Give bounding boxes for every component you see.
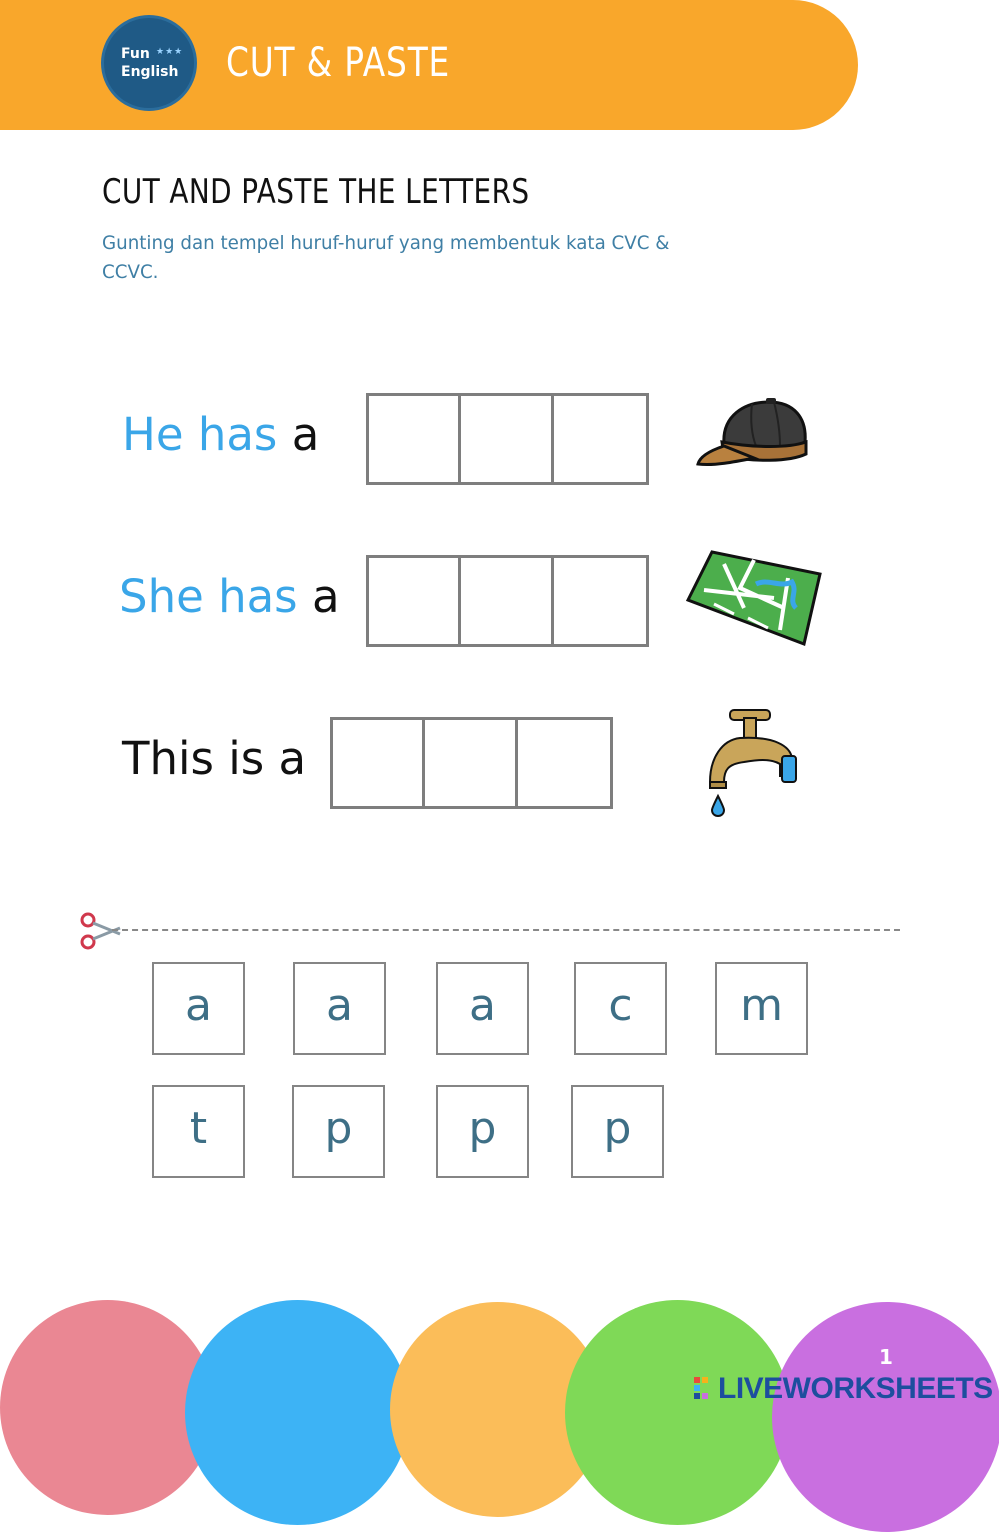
footer-blob-purple [772,1302,999,1532]
answer-box[interactable] [518,720,610,806]
letter-tile[interactable]: p [571,1085,664,1178]
logo-line2: English [121,64,179,80]
liveworksheets-logo [694,1372,993,1406]
answer-box[interactable] [369,396,461,482]
sentence-1-article: a [291,408,320,461]
sentence-1-lead: He has [122,408,278,461]
sentence-3-article: a [278,732,307,785]
cut-line [112,929,900,931]
letter-tile[interactable]: p [292,1085,385,1178]
sentence-1 [122,408,319,461]
letter-tile[interactable]: a [293,962,386,1055]
instructions: Gunting dan tempel huruf-huruf yang membentuk kata CVC & CCVC. [102,232,670,283]
answer-box[interactable] [461,396,553,482]
letter-tile[interactable]: c [574,962,667,1055]
liveworksheets-brand: LIVEWORKSHEETS [718,1372,993,1405]
logo-line1: Fun [121,46,150,62]
map-icon [684,548,824,648]
scissors-icon [78,912,122,950]
answer-box[interactable] [461,558,553,644]
letter-tile[interactable]: p [436,1085,529,1178]
answer-box[interactable] [425,720,517,806]
logo-stars-icon: ★★★ [156,47,184,57]
answer-boxes-2[interactable] [366,555,649,647]
answer-boxes-3[interactable] [330,717,613,809]
answer-box[interactable] [369,558,461,644]
section-title: CUT AND PASTE THE LETTERS [102,172,530,212]
cap-icon [694,396,809,471]
letter-tile[interactable]: a [436,962,529,1055]
answer-box[interactable] [333,720,425,806]
footer-blob-green [565,1300,790,1525]
header-title: CUT & PASTE [226,40,451,86]
page-number: 1 [879,1345,893,1369]
letter-tile[interactable]: m [715,962,808,1055]
sentence-3 [122,732,306,785]
sentence-3-lead: This is [122,732,265,785]
sentence-2-lead: She has [119,570,298,623]
sentence-2 [119,570,340,623]
letter-tile[interactable]: a [152,962,245,1055]
answer-box[interactable] [554,558,646,644]
footer-blob-pink [0,1300,215,1515]
answer-boxes-1[interactable] [366,393,649,485]
footer-blob-blue [185,1300,410,1525]
tap-icon [704,706,800,818]
sentence-2-article: a [311,570,340,623]
fun-english-logo [101,15,197,111]
liveworksheets-mark-icon [694,1375,716,1403]
letter-tile[interactable]: t [152,1085,245,1178]
answer-box[interactable] [554,396,646,482]
